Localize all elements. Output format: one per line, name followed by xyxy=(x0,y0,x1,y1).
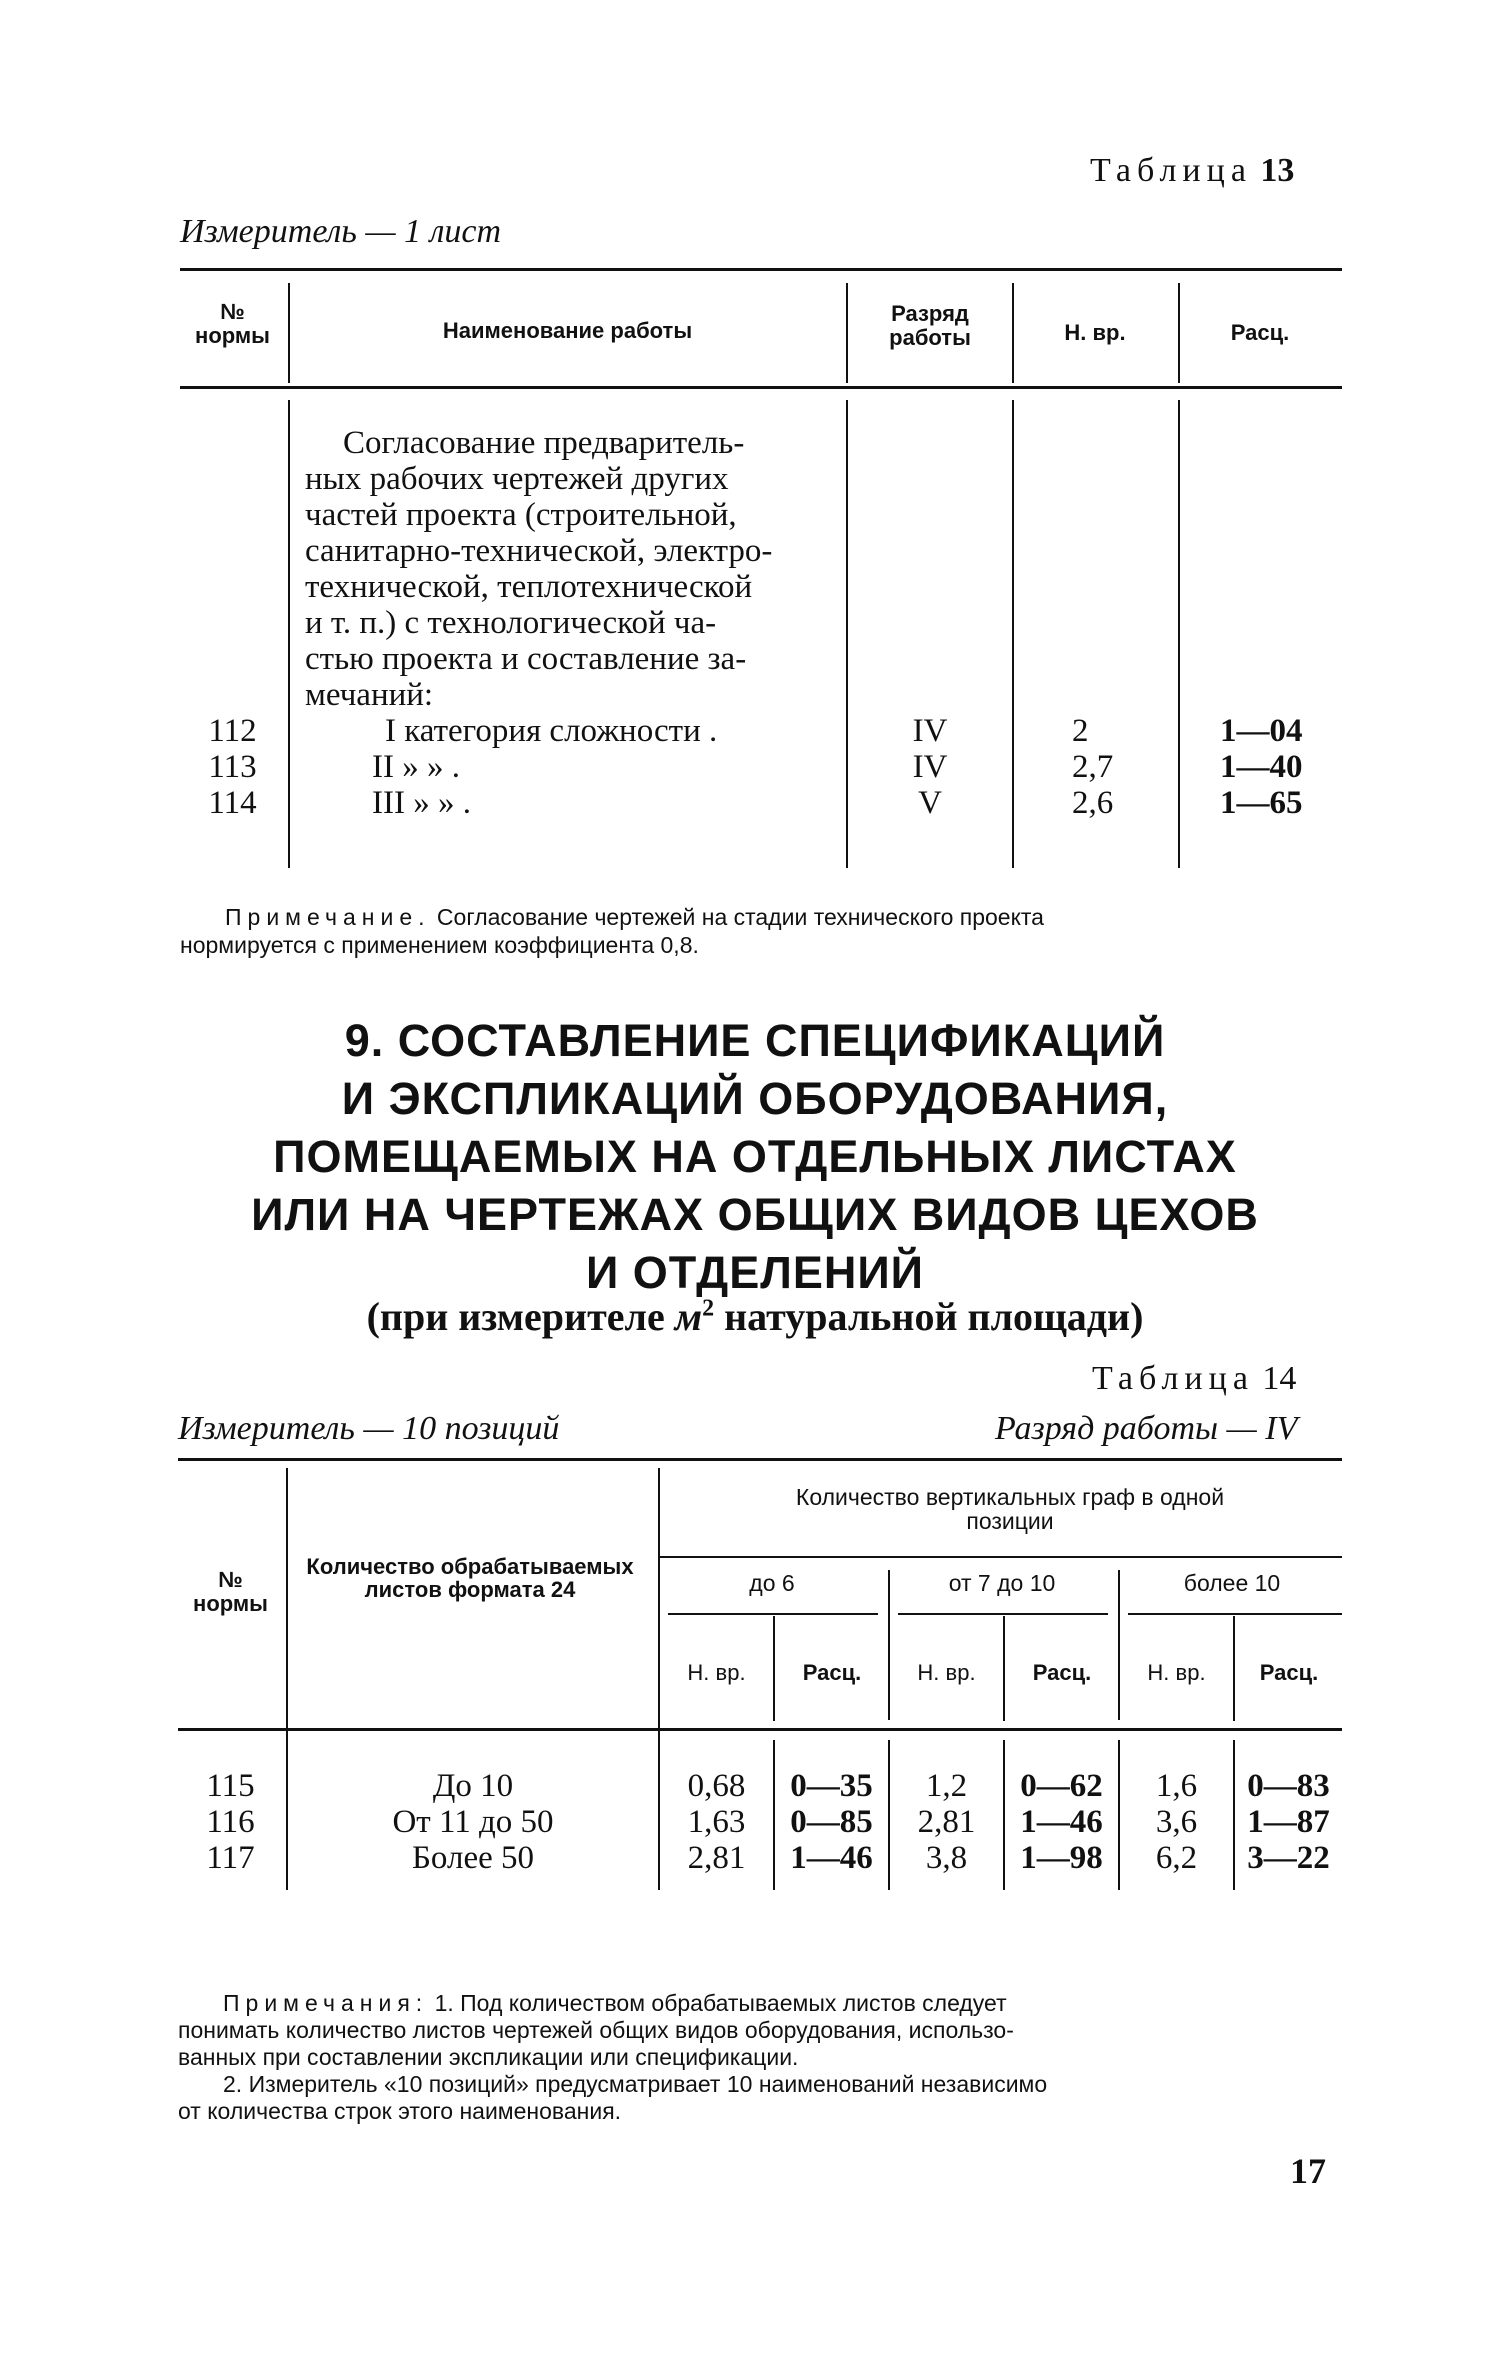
table13-h-grade: Разряд работы xyxy=(889,301,971,350)
row-hours-2: 1,2 xyxy=(925,1768,968,1804)
table14-unit: Измеритель — 10 позиций xyxy=(178,1410,560,1447)
table13-label: Таблица xyxy=(1090,152,1252,189)
row-sheets: От 11 до 50 xyxy=(392,1804,554,1840)
row-sheets: До 10 xyxy=(432,1768,514,1804)
table14-caption xyxy=(1092,1360,1296,1398)
page-number: 17 xyxy=(1290,2151,1326,2191)
heading-line: 9. СОСТАВЛЕНИЕ СПЕЦИФИКАЦИЙ xyxy=(344,1015,1166,1066)
desc-line: стью проекта и составление за- xyxy=(305,641,747,677)
row-hours-2: 2,81 xyxy=(917,1804,976,1840)
t13-hv4 xyxy=(1178,283,1180,383)
note-label: Примечание. xyxy=(225,904,431,930)
t13-hv2 xyxy=(846,283,848,383)
table14-sub-hours-1: Н. вр. xyxy=(687,1660,746,1685)
row-rate-2: 1—98 xyxy=(1020,1840,1103,1876)
row-hours-3: 6,2 xyxy=(1155,1840,1198,1876)
t14-group-rule xyxy=(660,1556,1342,1558)
note-line: ванных при составлении экспликации или спецификации. xyxy=(178,2044,799,2070)
note-line: понимать количество листов чертежей общих видов оборудования, использо- xyxy=(178,2017,1014,2043)
t14-v2h xyxy=(888,1570,890,1720)
row-rate-2: 0—62 xyxy=(1020,1768,1103,1804)
note-line: 2. Измеритель «10 позиций» предусматривает 10 наименований независимо xyxy=(223,2071,1048,2097)
t14-sub-rule3 xyxy=(1128,1613,1342,1615)
table14-sub-rate-2: Расц. xyxy=(1032,1660,1092,1685)
row-grade: V xyxy=(918,785,942,821)
row-rate: 1—65 xyxy=(1220,785,1303,821)
table14-grade: Разряд работы — IV xyxy=(995,1410,1298,1447)
subheading-unit: м xyxy=(674,1294,703,1339)
t13-hv1 xyxy=(288,283,290,383)
table14-h-norm: № нормы xyxy=(193,1567,268,1616)
row-rate-3: 3—22 xyxy=(1247,1840,1330,1876)
table-row xyxy=(178,1840,1342,1876)
row-norm: 113 xyxy=(208,749,257,785)
desc-line: технической, теплотехнической xyxy=(305,569,753,605)
row-rate-3: 0—83 xyxy=(1247,1768,1330,1804)
table-row xyxy=(180,785,1342,821)
row-rate-2: 1—46 xyxy=(1020,1804,1103,1840)
heading-line: ПОМЕЩАЕМЫХ НА ОТДЕЛЬНЫХ ЛИСТАХ xyxy=(273,1131,1237,1182)
desc-line: санитарно-технической, электро- xyxy=(305,533,773,569)
row-norm: 117 xyxy=(206,1840,255,1876)
row-hours: 2,6 xyxy=(1072,785,1114,821)
subheading-post: натуральной площади) xyxy=(714,1294,1144,1339)
row-sheets: Более 50 xyxy=(411,1840,535,1876)
table14-number: 14 xyxy=(1262,1360,1297,1397)
row-rate-3: 1—87 xyxy=(1247,1804,1330,1840)
row-rate-1: 0—35 xyxy=(790,1768,873,1804)
row-rate-1: 0—85 xyxy=(790,1804,873,1840)
row-hours-2: 3,8 xyxy=(925,1840,968,1876)
row-norm: 112 xyxy=(208,713,257,749)
table13-h-norm: № нормы xyxy=(195,299,270,348)
row-name: III » » . xyxy=(372,785,471,821)
t14-sub-rule1 xyxy=(668,1613,878,1615)
desc-line: ных рабочих чертежей других xyxy=(305,461,729,497)
t14-sub-rule2 xyxy=(898,1613,1108,1615)
heading-line: И ЭКСПЛИКАЦИЙ ОБОРУДОВАНИЯ, xyxy=(341,1073,1169,1124)
row-rate: 1—40 xyxy=(1220,749,1303,785)
table13-h-name: Наименование работы xyxy=(442,318,693,343)
table14-sub-hours-2: Н. вр. xyxy=(917,1660,976,1685)
table14-notes xyxy=(178,1990,1342,2125)
row-hours-1: 1,63 xyxy=(687,1804,746,1840)
table14-sub-rate-3: Расц. xyxy=(1259,1660,1319,1685)
table14-sub-rate-1: Расц. xyxy=(802,1660,862,1685)
desc-line: Согласование предваритель- xyxy=(343,425,745,461)
table14-sub-hours-3: Н. вр. xyxy=(1147,1660,1206,1685)
row-hours: 2 xyxy=(1072,713,1089,749)
note-line: Согласование чертежей на стадии технического проекта xyxy=(436,904,1044,930)
desc-line: и т. п.) с технологической ча- xyxy=(305,605,717,641)
table13-note xyxy=(180,903,1342,959)
desc-line: мечаний: xyxy=(305,677,434,713)
table13-description xyxy=(305,425,835,713)
table14-h-group: Количество вертикальных граф в одной позиции xyxy=(795,1484,1225,1534)
table13-number: 13 xyxy=(1260,152,1295,189)
table14-label: Таблица xyxy=(1092,1360,1254,1397)
table14-group-2: от 7 до 10 xyxy=(948,1570,1056,1596)
row-hours-1: 2,81 xyxy=(687,1840,746,1876)
row-rate: 1—04 xyxy=(1220,713,1303,749)
row-norm: 116 xyxy=(206,1804,255,1840)
table14-h-sheets: Количество обрабатываемых листов формата 24 xyxy=(306,1554,634,1602)
table-row xyxy=(178,1768,1342,1804)
row-grade: IV xyxy=(912,713,948,749)
table13-unit: Измеритель — 1 лист xyxy=(180,213,502,250)
table-row xyxy=(180,749,1342,785)
table13-h-hours: Н. вр. xyxy=(1064,320,1126,345)
note-line: 1. Под количеством обрабатываемых листов следует xyxy=(434,1990,1007,2016)
table-row xyxy=(180,713,1342,749)
table14-top-rule xyxy=(178,1458,1342,1461)
subheading-pre: (при измерителе xyxy=(366,1294,675,1339)
row-hours-3: 1,6 xyxy=(1155,1768,1198,1804)
note-line: нормируется с применением коэффициента 0,8. xyxy=(180,932,699,958)
table14-header-rule xyxy=(178,1728,1342,1731)
t14-v1h xyxy=(773,1616,775,1721)
table14-group-1: до 6 xyxy=(749,1570,795,1596)
row-name: I категория сложности . xyxy=(385,713,718,749)
row-hours: 2,7 xyxy=(1072,749,1114,785)
row-name: II » » . xyxy=(372,749,460,785)
t14-v3h xyxy=(1003,1616,1005,1721)
table13-top-rule xyxy=(180,268,1342,271)
note-line: от количества строк этого наименования. xyxy=(178,2098,622,2124)
section9-heading xyxy=(160,1012,1350,1302)
table13-rows xyxy=(180,713,1342,821)
row-hours-1: 0,68 xyxy=(687,1768,746,1804)
section9-subheading xyxy=(160,1293,1350,1340)
table13-caption xyxy=(1090,152,1294,190)
table13-header-rule xyxy=(180,386,1342,389)
row-norm: 115 xyxy=(206,1768,255,1804)
table14-rows xyxy=(178,1768,1342,1876)
table-row xyxy=(178,1804,1342,1840)
subheading-sup: 2 xyxy=(702,1295,715,1322)
notes-label: Примечания: xyxy=(223,1990,429,2016)
table14-group-3: более 10 xyxy=(1183,1570,1281,1596)
table13-h-rate: Расц. xyxy=(1230,320,1290,345)
row-grade: IV xyxy=(912,749,948,785)
row-norm: 114 xyxy=(208,785,257,821)
heading-line: И ОТДЕЛЕНИЙ xyxy=(585,1247,925,1298)
t14-v5h xyxy=(1233,1616,1235,1721)
t13-hv3 xyxy=(1012,283,1014,383)
row-rate-1: 1—46 xyxy=(790,1840,873,1876)
desc-line: частей проекта (строительной, xyxy=(305,497,737,533)
heading-line: ИЛИ НА ЧЕРТЕЖАХ ОБЩИХ ВИДОВ ЦЕХОВ xyxy=(251,1189,1259,1240)
t14-v4h xyxy=(1118,1570,1120,1720)
row-hours-3: 3,6 xyxy=(1155,1804,1198,1840)
